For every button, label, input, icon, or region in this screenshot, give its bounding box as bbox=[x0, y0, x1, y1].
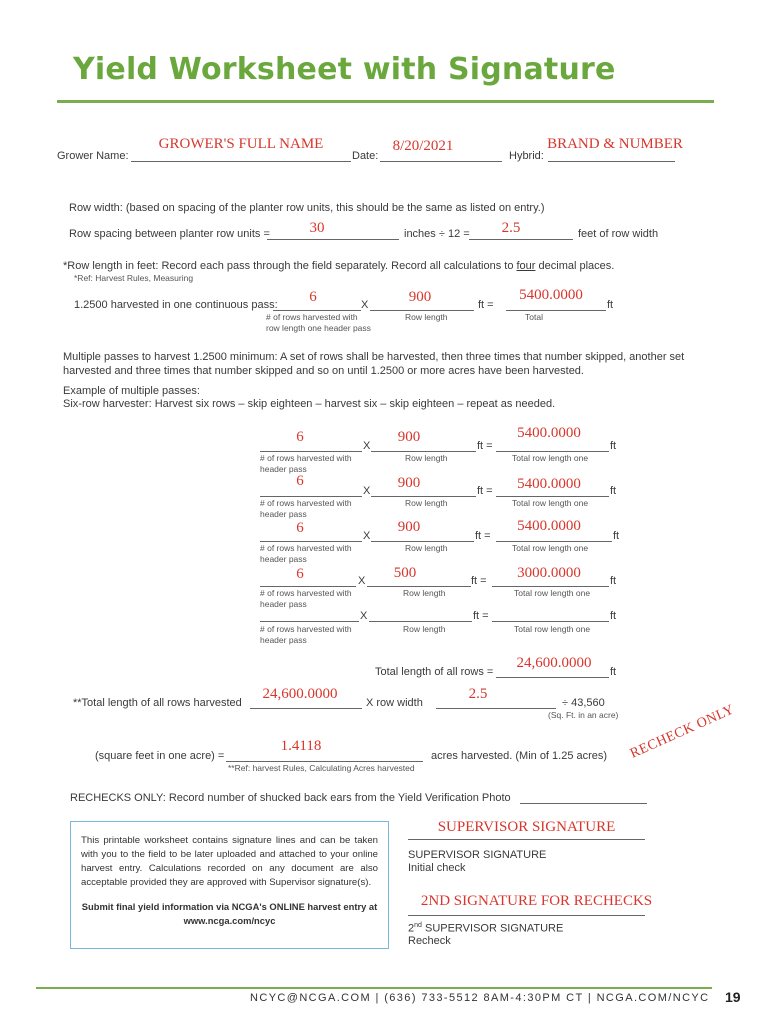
date-label: Date: bbox=[352, 150, 379, 162]
pass-3-ft-eq: ft = bbox=[475, 530, 491, 542]
row-spacing-value: 30 bbox=[309, 220, 325, 236]
supervisor-initial-check: Initial check bbox=[408, 862, 466, 874]
pass-3-rows-line[interactable] bbox=[260, 541, 362, 542]
info-note-submit: Submit final yield information via NCGA's ONLINE harvest entry at www.ncga.com/ncyc bbox=[81, 901, 378, 926]
pass-3-total-value: 5400.0000 bbox=[517, 518, 581, 534]
date-line[interactable] bbox=[380, 161, 502, 162]
pass-1-rows-line[interactable] bbox=[260, 451, 362, 452]
pass-2-ft-eq: ft = bbox=[477, 485, 493, 497]
second-signature-label: 2nd SUPERVISOR SIGNATURE bbox=[408, 922, 564, 935]
continuous-total-line[interactable] bbox=[506, 310, 606, 311]
pass-4-ft: ft bbox=[610, 575, 617, 587]
acres-value: 1.4118 bbox=[280, 738, 322, 754]
all-rows-line[interactable] bbox=[250, 708, 362, 709]
continuous-ft: ft bbox=[607, 299, 614, 311]
recheck-stamp: RECHECK ONLY bbox=[628, 702, 737, 762]
total-length-line[interactable] bbox=[496, 677, 609, 678]
pass-3-rows-caption-1: # of rows harvested with bbox=[260, 543, 352, 553]
supervisor-signature-label: SUPERVISOR SIGNATURE bbox=[408, 849, 547, 861]
continuous-ft-eq: ft = bbox=[478, 299, 494, 311]
pass-2-rows-caption-2: header pass bbox=[260, 509, 307, 519]
pass-1-length-caption: Row length bbox=[405, 453, 448, 463]
pass-5-length-line[interactable] bbox=[369, 621, 472, 622]
continuous-total-value: 5400.0000 bbox=[519, 287, 583, 303]
pass-5-rows-line[interactable] bbox=[260, 621, 359, 622]
divide-label: ÷ 43,560 bbox=[562, 697, 605, 709]
recheck-line-label: RECHECKS ONLY: Record number of shucked back ears from the Yield Verification Photo bbox=[70, 792, 511, 804]
total-length-ft: ft bbox=[610, 666, 617, 678]
acres-label: acres harvested. (Min of 1.25 acres) bbox=[431, 750, 608, 762]
date-value: 8/20/2021 bbox=[392, 138, 454, 154]
pass-2-length-line[interactable] bbox=[371, 496, 476, 497]
pass-3-rows-value: 6 bbox=[296, 520, 304, 536]
pass-2-length-value: 900 bbox=[397, 475, 421, 491]
second-recheck: Recheck bbox=[408, 935, 451, 947]
pass-3-length-caption: Row length bbox=[405, 543, 448, 553]
pass-2-rows-value: 6 bbox=[296, 473, 304, 489]
pass-4-rows-caption-2: header pass bbox=[260, 599, 307, 609]
pass-1-total-value: 5400.0000 bbox=[517, 425, 581, 441]
pass-4-rows-caption-1: # of rows harvested with bbox=[260, 588, 352, 598]
all-rows-value: 24,600.0000 bbox=[262, 686, 338, 702]
pass-4-rows-value: 6 bbox=[296, 566, 304, 582]
pass-2-total-line[interactable] bbox=[496, 496, 609, 497]
pass-2-rows-line[interactable] bbox=[260, 496, 362, 497]
continuous-rows-caption-1: # of rows harvested with bbox=[266, 312, 358, 322]
total-length-value: 24,600.0000 bbox=[516, 655, 592, 671]
continuous-length-caption: Row length bbox=[405, 312, 448, 322]
second-signature-value: 2ND SIGNATURE FOR RECHECKS bbox=[420, 893, 653, 909]
acres-line[interactable] bbox=[226, 761, 423, 762]
feet-label: feet of row width bbox=[578, 228, 659, 240]
pass-5-length-caption: Row length bbox=[403, 624, 446, 634]
footer-contact: NCYC@NCGA.COM | (636) 733-5512 8AM-4:30PM CT | NCGA.COM/NCYC bbox=[250, 992, 710, 1004]
pass-5-total-line[interactable] bbox=[492, 621, 609, 622]
pass-5-x: X bbox=[360, 610, 368, 622]
pass-4-x: X bbox=[358, 575, 366, 587]
continuous-x: X bbox=[361, 299, 369, 311]
all-rows-label: **Total length of all rows harvested bbox=[73, 697, 242, 709]
x-row-width-label: X row width bbox=[366, 697, 423, 709]
continuous-rows-line[interactable] bbox=[273, 310, 361, 311]
pass-2-length-caption: Row length bbox=[405, 498, 448, 508]
row-width-line[interactable] bbox=[436, 708, 556, 709]
row-width-value: 2.5 bbox=[468, 686, 488, 702]
row-feet-line[interactable] bbox=[469, 239, 573, 240]
pass-4-total-caption: Total row length one bbox=[514, 588, 591, 598]
pass-4-length-value: 500 bbox=[393, 565, 417, 581]
pass-4-length-line[interactable] bbox=[367, 586, 471, 587]
grower-name-label: Grower Name: bbox=[57, 150, 129, 162]
pass-3-length-line[interactable] bbox=[371, 541, 474, 542]
sqft-label: (square feet in one acre) = bbox=[95, 750, 225, 762]
info-note-box bbox=[70, 821, 389, 949]
pass-5-total-caption: Total row length one bbox=[514, 624, 591, 634]
pass-1-rows-caption-1: # of rows harvested with bbox=[260, 453, 352, 463]
row-width-intro: Row width: (based on spacing of the planter row units, this should be the same as listed on entry.) bbox=[69, 202, 545, 214]
pass-1-total-line[interactable] bbox=[496, 451, 609, 452]
hybrid-label: Hybrid: bbox=[509, 150, 544, 162]
pass-3-total-line[interactable] bbox=[496, 541, 612, 542]
multiple-passes-para-1: Multiple passes to harvest 1.2500 minimum: A set of rows shall be harvested, then three times that number skipped, another set bbox=[63, 351, 685, 363]
page-title: Yield Worksheet with Signature bbox=[73, 52, 616, 87]
pass-4-rows-line[interactable] bbox=[260, 586, 356, 587]
title-divider bbox=[57, 100, 714, 103]
continuous-rows-caption-2: row length one header pass bbox=[266, 323, 371, 333]
second-signature-line[interactable] bbox=[408, 915, 645, 916]
row-spacing-line[interactable] bbox=[267, 239, 399, 240]
pass-2-rows-caption-1: # of rows harvested with bbox=[260, 498, 352, 508]
total-length-label: Total length of all rows = bbox=[375, 666, 494, 678]
row-feet-value: 2.5 bbox=[501, 220, 521, 236]
pass-2-ft: ft bbox=[610, 485, 617, 497]
pass-5-ft: ft bbox=[610, 610, 617, 622]
continuous-total-caption: Total bbox=[525, 312, 543, 322]
pass-4-length-caption: Row length bbox=[403, 588, 446, 598]
pass-4-total-line[interactable] bbox=[492, 586, 609, 587]
pass-1-x: X bbox=[363, 440, 371, 452]
pass-4-ft-eq: ft = bbox=[471, 575, 487, 587]
row-length-ref: *Ref: Harvest Rules, Measuring bbox=[74, 273, 194, 283]
sqft-caption: (Sq. Ft. in an acre) bbox=[548, 710, 619, 720]
pass-5-rows-caption-1: # of rows harvested with bbox=[260, 624, 352, 634]
continuous-rows-value: 6 bbox=[309, 289, 317, 305]
pass-3-x: X bbox=[363, 530, 371, 542]
acres-ref: **Ref: harvest Rules, Calculating Acres harvested bbox=[228, 763, 415, 773]
continuous-pass-label: 1.2500 harvested in one continuous pass: bbox=[74, 299, 278, 311]
grower-name-value: GROWER'S FULL NAME bbox=[158, 136, 324, 152]
pass-1-ft: ft bbox=[610, 440, 617, 452]
continuous-length-line[interactable] bbox=[370, 310, 474, 311]
row-length-instruction: *Row length in feet: Record each pass through the field separately. Record all calculations to four decimal places. bbox=[63, 260, 615, 272]
pass-1-rows-caption-2: header pass bbox=[260, 464, 307, 474]
pass-3-ft: ft bbox=[613, 530, 620, 542]
hybrid-value: BRAND & NUMBER bbox=[547, 136, 683, 152]
supervisor-signature-value: SUPERVISOR SIGNATURE bbox=[437, 819, 616, 835]
grower-name-line[interactable] bbox=[131, 161, 351, 162]
footer-divider bbox=[36, 987, 712, 989]
row-spacing-label: Row spacing between planter row units = bbox=[69, 228, 270, 240]
pass-3-rows-caption-2: header pass bbox=[260, 554, 307, 564]
pass-1-ft-eq: ft = bbox=[477, 440, 493, 452]
example-text: Six-row harvester: Harvest six rows – skip eighteen – harvest six – skip eighteen – repeat as needed. bbox=[63, 398, 556, 410]
continuous-length-value: 900 bbox=[408, 289, 432, 305]
pass-4-total-value: 3000.0000 bbox=[517, 565, 581, 581]
pass-2-x: X bbox=[363, 485, 371, 497]
pass-1-length-value: 900 bbox=[397, 429, 421, 445]
inches-label: inches ÷ 12 = bbox=[404, 228, 470, 240]
pass-2-total-value: 5400.0000 bbox=[517, 476, 581, 492]
pass-1-total-caption: Total row length one bbox=[512, 453, 589, 463]
example-label: Example of multiple passes: bbox=[63, 385, 200, 397]
multiple-passes-para-2: harvested and three times that number skipped and so on until 1.2500 or more acres have been harvested. bbox=[63, 365, 584, 377]
hybrid-line[interactable] bbox=[548, 161, 675, 162]
recheck-ears-line[interactable] bbox=[520, 803, 647, 804]
pass-3-length-value: 900 bbox=[397, 519, 421, 535]
pass-2-total-caption: Total row length one bbox=[512, 498, 589, 508]
pass-1-rows-value: 6 bbox=[296, 429, 304, 445]
pass-5-rows-caption-2: header pass bbox=[260, 635, 307, 645]
pass-5-ft-eq: ft = bbox=[473, 610, 489, 622]
info-note-body: This printable worksheet contains signature lines and can be taken with you to the field to be later uploaded and attached to your online harvest entry. Calculations recorded on any document are also acceptable provided they are approved with Supervisor signature(s). bbox=[81, 835, 378, 888]
page-number: 19 bbox=[725, 989, 741, 1005]
pass-3-total-caption: Total row length one bbox=[512, 543, 589, 553]
pass-1-length-line[interactable] bbox=[371, 451, 476, 452]
supervisor-signature-line[interactable] bbox=[408, 839, 645, 840]
